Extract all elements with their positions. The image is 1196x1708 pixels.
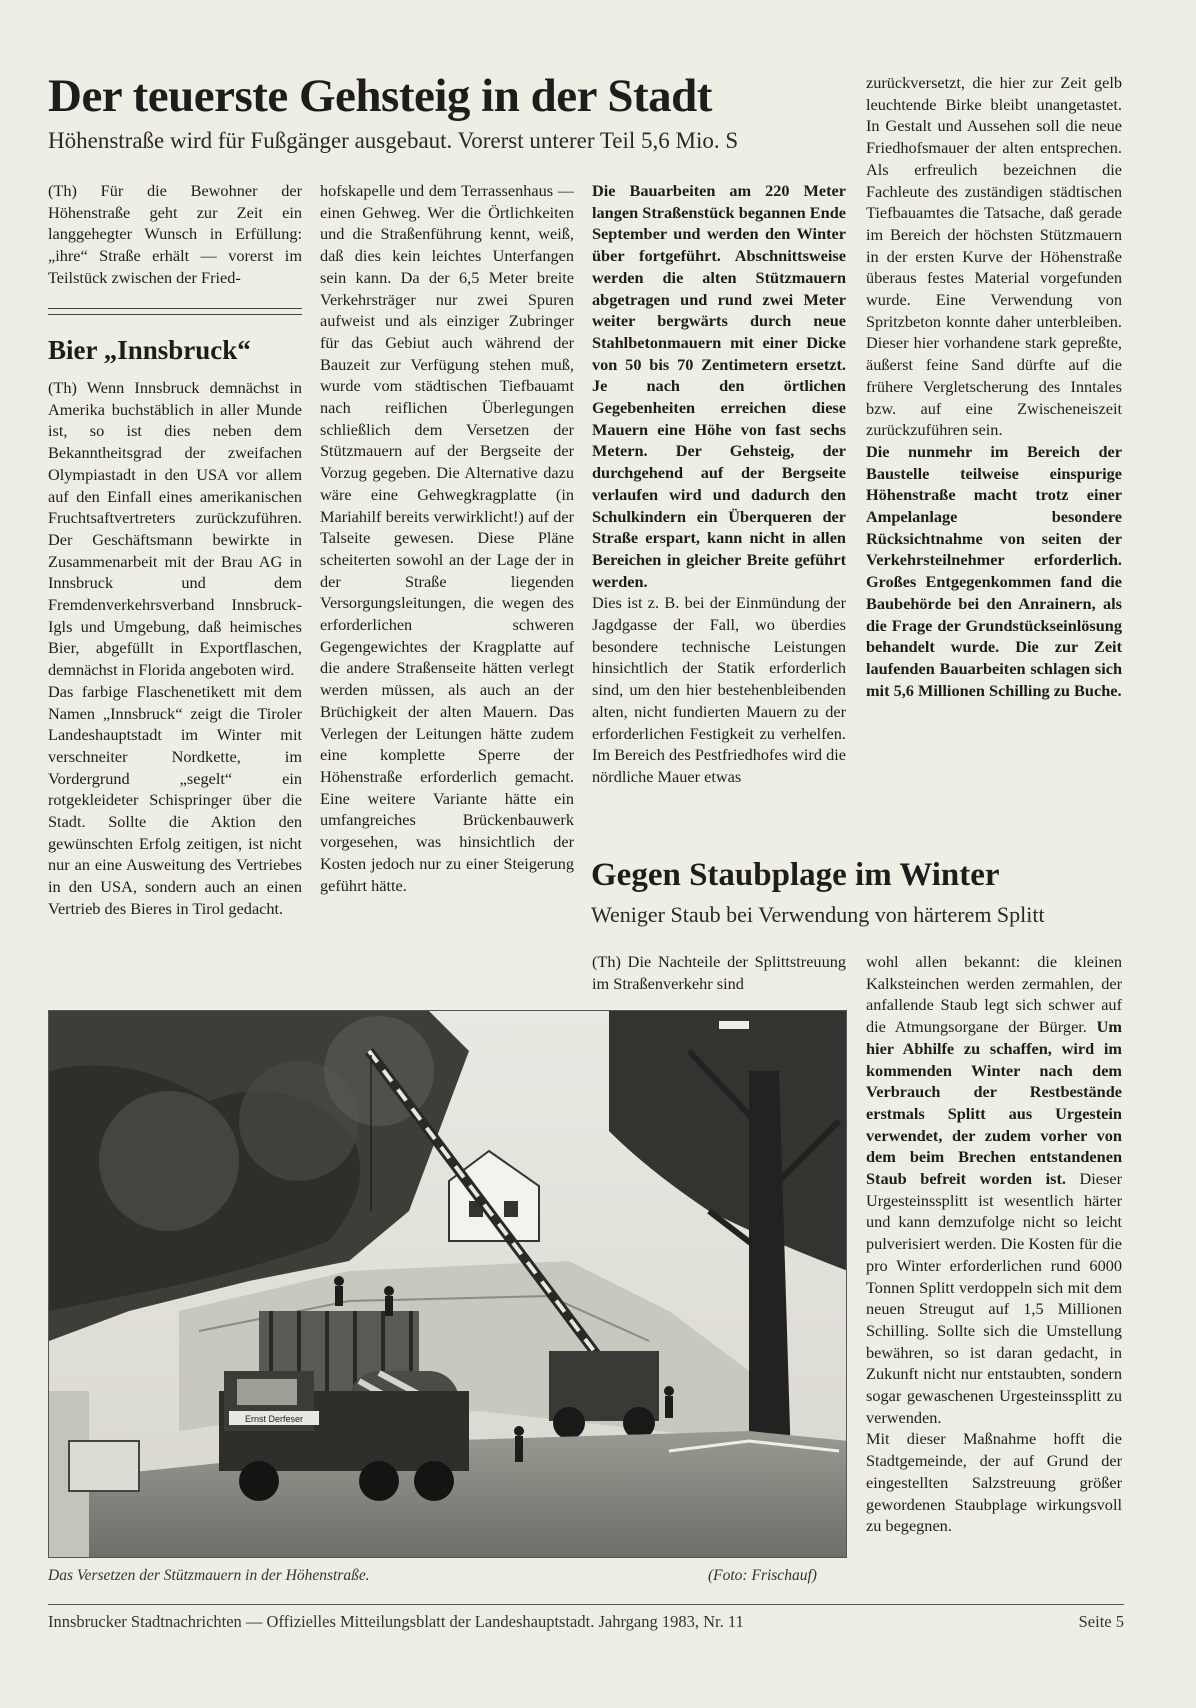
photo-truck-label: Ernst Derfeser: [244, 1414, 304, 1424]
photo-truck-windshield: [237, 1379, 297, 1405]
article1-col2-text: hofskapelle und dem Terrassenhaus — einen Gehweg. Wer die Örtlichkeiten und die Straßenführung kennt, weiß, daß dies kein leichtes Unterfangen sein kann. Da der 6,5 Meter breite Verkehrsträger nur zwei Spuren aufweist und als einziger Zubringer für das Gebiut auch während der Bauzeit zur Verfügung stehen muß, wurde vom städtischen Tiefbauamt nach reiflichen Überlegungen schließlich dem Versetzen der Stützmauern auf der Bergseite der Vorzug gegeben. Die Alternative dazu wäre eine Gehwegkragplatte (in Mariahilf bereits verwirklicht!) auf der Talseite gewesen. Diese Pläne scheiterten sowohl an der Lage der in der Straße liegenden Versorgungsleitungen, die wegen des erforderlichen schweren Gegengewichtes der Kragplatte auf die andere Straßenseite hätten verlegt werden müssen, als auch an der Brüchigkeit der alten Mauern. Das Verlegen der Leitungen hätte zudem eine komplette Sperre der Höhenstraße erforderlich gemacht. Eine weitere Variante hätte ein umfangreiches Brückenbauwerk vorgesehen, was hinsichtlich der Kosten jedoch nur zu einer Steigerung geführt hätte.: [320, 181, 574, 895]
article3-subheadline: Weniger Staub bei Verwendung von härterem Splitt: [591, 902, 1045, 927]
photo-crane-wheel-1: [553, 1407, 585, 1439]
article-subheadline: Höhenstraße wird für Fußgänger ausgebaut. Vorerst unterer Teil 5,6 Mio. S: [48, 128, 739, 153]
construction-photo-illustration: [49, 1011, 847, 1558]
article2-headline: Bier „Innsbruck“: [48, 335, 251, 365]
photo-truck-wheel-2: [359, 1461, 399, 1501]
article1-col1: [48, 180, 302, 289]
article1-col4-bold-text: Die nunmehr im Bereich der Baustelle teilweise einspurige Höhenstraße macht trotz einer Ampelanlage besondere Rücksichtnahme von seiten der Verkehrsteilnehmer erforderlich. Großes Entgegenkommen fand die Baubehörde bei den Anrainern, als die Frage der Grundstückseinlösung behandelt wurde. Die zur Zeit laufenden Bauarbeiten schlagen sich mit 5,6 Millionen Schilling zu Buche.: [866, 441, 1122, 700]
double-rule-divider: [48, 308, 302, 315]
article3-col2-text-a: [866, 951, 1122, 1428]
photo-street-lamp: [719, 1021, 749, 1029]
article3-text-b: Dieser Urgesteinssplitt ist wesentlich härter und kann demzufolge nicht so leicht pulverisiert werden. Die Kosten für die pro Winter erforderlichen rund 6000 Tonnen Splitt verdoppeln sich mit dem neuen Streugut auf 1,5 Millionen Schilling. Sollte sich die Umstellung bewähren, so ist daran gedacht, in Zukunft nicht nur entstaubten, sondern sogar gewaschenen Urgesteinssplitt zu verwenden.: [866, 1169, 1122, 1427]
footer-publication-info: Innsbrucker Stadtnachrichten — Offizielles Mitteilungsblatt der Landeshauptstadt. Jahrgang 1983, Nr. 11: [48, 1612, 744, 1631]
photo-truck-wheel-3: [414, 1461, 454, 1501]
article1-col4: [866, 72, 1122, 701]
footer-rule: [48, 1604, 1124, 1605]
article3-col1-text: (Th) Die Nachteile der Splittstreuung im Straßenverkehr sind: [592, 952, 846, 993]
article3-col1: [592, 951, 846, 994]
article3-headline: Gegen Staubplage im Winter: [591, 857, 1000, 893]
article1-col3-bold-text: Die Bauarbeiten am 220 Meter langen Straßenstück begannen Ende September und werden den Winter über fortgeführt. Abschnittsweise werden die alten Stützmauern abgetragen und rund zwei Meter weiter bergwärts durch neue Stahlbetonmauern mit einer Dicke von 50 bis 70 Zentimetern ersetzt. Je nach den örtlichen Gegebenheiten erreichen diese Mauern eine Höhe von fast sechs Metern. Der Gehsteig, der durchgehend auf der Bergseite verlaufen wird und dadurch den Schulkindern ein Überqueren der Straße erspart, kann nicht in allen Bereichen in gleicher Breite geführt werden.: [592, 181, 846, 591]
photo-tree-canopy-1: [99, 1091, 239, 1231]
photo-credit: (Foto: Frischauf): [708, 1567, 817, 1584]
article1-col2: [320, 180, 574, 896]
photo-truck-wheel-1: [239, 1461, 279, 1501]
article1-col3: [592, 180, 846, 788]
article-headline: Der teuerste Gehsteig in der Stadt: [48, 70, 712, 122]
photo-house-window-2: [504, 1201, 518, 1217]
photo-caption: Das Versetzen der Stützmauern in der Höhenstraße.: [48, 1567, 370, 1584]
article2-body: [48, 377, 302, 920]
page-number: Seite 5: [1078, 1612, 1124, 1631]
page-footer: [48, 1611, 1124, 1633]
article3-col2-text-c: Mit dieser Maßnahme hofft die Stadtgemeinde, der auf Grund der eingestellten Salzstreuung größer gewordenen Staubplage wirkungsvoll zu begegnen.: [866, 1429, 1122, 1536]
article1-intro-text: (Th) Für die Bewohner der Höhenstraße geht zur Zeit ein langgehegter Wunsch in Erfüllung: „ihre“ Straße erhält — vorerst im Teilstück zwischen der Fried-: [48, 181, 302, 287]
article3-col2: [866, 951, 1122, 1537]
article1-col3-text: Dies ist z. B. bei der Einmündung der Jagdgasse der Fall, wo überdies besondere technische Leistungen hinsichtlich der Statik erforderlich sind, um den hier bestehenbleibenden alten, nicht fundierten Mauern zu der erforderlichen Festigkeit zu verhelfen. Im Bereich des Pestfriedhofes wird die nördliche Mauer etwas: [592, 593, 846, 786]
article2-paragraph-1: (Th) Wenn Innsbruck demnächst in Amerika buchstäblich in aller Munde ist, so ist dies neben dem Bekanntheitsgrad der zweifachen Olympiastadt in den USA vor allem auf den Einfall eines amerikanischen Fruchtsaftvertreters zurückzuführen. Der Geschäftsmann bewirkte in Zusammenarbeit mit der Brau AG in Innsbruck und dem Fremdenverkehrsverband Innsbruck-Igls und Umgebung, daß heimisches Bier, abgefüllt in Exportflaschen, demnächst in Florida angeboten wird.: [48, 378, 302, 680]
article2-paragraph-2: Das farbige Flaschenetikett mit dem Namen „Innsbruck“ zeigt die Tiroler Landeshauptstadt im Winter mit verschneiter Nordkette, im Vordergrund „segelt“ ein rotgekleideter Schispringer über die Stadt. Sollte die Aktion den gewünschten Erfolg zeitigen, ist nicht nur an eine Ausweitung des Vertriebes in den USA, sondern auch an einen Vertrieb des Bieres in Tirol gedacht.: [48, 681, 302, 918]
photo-parked-car: [69, 1441, 139, 1491]
article3-text-a: wohl allen bekannt: die kleinen Kalksteinchen werden zermahlen, der anfallende Staub legt sich schwer auf die Atmungsorgane der Bürger.: [866, 952, 1122, 1037]
article3-bold-text: Um hier Abhilfe zu schaffen, wird im kommenden Winter nach dem Verbrauch der Restbestände erstmals Splitt aus Urgestein verwendet, der zudem vorher von dem beim Brechen entstandenen Staub befreit worden ist.: [866, 1017, 1122, 1189]
construction-photo: [48, 1010, 847, 1558]
article1-col4-text: zurückversetzt, die hier zur Zeit gelb leuchtende Birke bleibt unangetastet. In Gestalt und Aussehen soll die neue Friedhofsmauer der alten entsprechen. Als erfreulich bezeichnen die Fachleute des zuständigen städtischen Tiefbauamtes die Tatsache, daß gerade im Bereich der höchsten Stützmauern in der ersten Kurve der Höhenstraße überaus festes Material vorgefunden wurde. Eine Verwendung von Spritzbeton konnte daher unterbleiben. Dieser hier vorhandene stark gepreßte, äußerst feine Sand dürfte auf die frühere Vergletscherung des Inntales bzw. auf eine Zwischeneiszeit zurückzuführen sein.: [866, 73, 1122, 440]
